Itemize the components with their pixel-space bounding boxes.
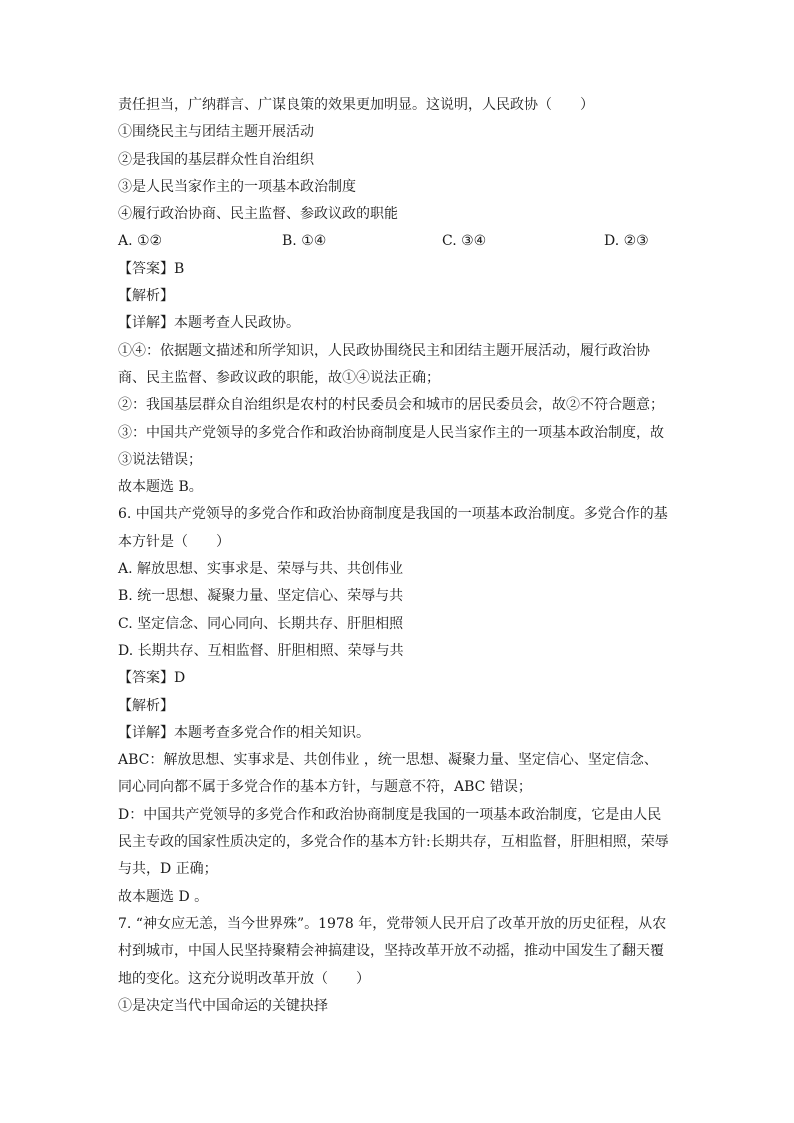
q6-explanation-line: D：中国共产党领导的多党合作和政治协商制度是我国的一项基本政治制度，它是由人民	[118, 806, 662, 823]
q5-analysis-tag: 【解析】	[118, 288, 174, 305]
q5-explanation-line: ②：我国基层群众自治组织是农村的村民委员会和城市的居民委员会，故②不符合题意；	[118, 397, 664, 414]
q5-explanation-line: ③：中国共产党领导的多党合作和政治协商制度是人民当家作主的一项基本政治制度，故	[118, 424, 664, 441]
q5-item-2: ②是我国的基层群众性自治组织	[118, 151, 314, 168]
q6-analysis-tag: 【解析】	[118, 697, 174, 714]
q5-item-4: ④履行政治协商、民主监督、参政议政的职能	[118, 206, 398, 223]
q5-choice-a: A. ①②	[118, 233, 163, 250]
q7-stem-line: 地的变化。这充分说明改革开放（ ）	[118, 970, 370, 987]
q5-answer-label: 【答案】	[118, 260, 174, 277]
q6-answer-value: D	[174, 670, 186, 687]
q5-stem-tail: 责任担当，广纳群言、广谋良策的效果更加明显。这说明，人民政协（ ）	[118, 97, 594, 113]
q5-explanation-line: ①④：依据题文描述和所学知识，人民政协围绕民主和团结主题开展活动，履行政治协	[118, 342, 650, 359]
q6-option-b: B. 统一思想、凝聚力量、坚定信心、荣辱与共	[118, 588, 404, 605]
q5-explanation-line: 商、民主监督、参政议政的职能，故①④说法正确；	[118, 369, 440, 386]
q6-detail-intro: 本题考查多党合作的相关知识。	[174, 724, 370, 741]
q6-explanation-line: 民主专政的国家性质决定的，多党合作的基本方针:长期共存，互相监督，肝胆相照，荣辱	[118, 834, 669, 851]
q5-explanation-line: ③说法错误；	[118, 451, 202, 468]
q5-choice-b: B. ①④	[282, 233, 327, 250]
q6-answer	[118, 665, 678, 692]
q6-stem-line: 本方针是（ ）	[118, 533, 230, 550]
q6-option-a: A. 解放思想、实事求是、荣辱与共、共创伟业	[118, 561, 404, 578]
q6-explanation-line: 与共，D 正确；	[118, 861, 218, 878]
q6-detail-label: 【详解】	[118, 724, 174, 741]
q5-detail	[118, 310, 678, 337]
q6-answer-label: 【答案】	[118, 670, 174, 687]
q5-answer-value: B	[174, 260, 185, 277]
q5-item-1: ①围绕民主与团结主题开展活动	[118, 124, 314, 141]
q5-analysis-label	[118, 283, 678, 310]
q6-option-c: C. 坚定信念、同心同向、长期共存、肝胆相照	[118, 615, 404, 632]
document-page	[118, 92, 678, 1020]
q5-detail-label: 【详解】	[118, 315, 174, 332]
q5-choice-c: C. ③④	[442, 233, 487, 250]
q6-option-d: D. 长期共存、互相监督、肝胆相照、荣辱与共	[118, 642, 404, 659]
q5-conclusion: 故本题选 B。	[118, 479, 203, 496]
q6-detail	[118, 720, 678, 747]
q6-conclusion: 故本题选 D 。	[118, 888, 209, 905]
q7-stem-line: 7. “神女应无恙，当今世界殊”。1978 年，党带领人民开启了改革开放的历史征程，从农	[118, 915, 667, 932]
q7-stem-line: 村到城市，中国人民坚持聚精会神搞建设，坚持改革开放不动摇，推动中国发生了翻天覆	[118, 943, 664, 960]
q6-explanation-line: ABC：解放思想、实事求是、共创伟业 ，统一思想、凝聚力量、坚定信心、坚定信念、	[118, 752, 658, 769]
q5-item-3: ③是人民当家作主的一项基本政治制度	[118, 178, 356, 195]
q5-choices	[118, 228, 678, 255]
q6-explanation-line: 同心同向都不属于多党合作的基本方针，与题意不符，ABC 错误；	[118, 779, 532, 796]
q5-answer	[118, 256, 678, 283]
q6-analysis-label	[118, 693, 678, 720]
q6-stem-line: 6. 中国共产党领导的多党合作和政治协商制度是我国的一项基本政治制度。多党合作的基	[118, 506, 668, 523]
q5-detail-intro: 本题考查人民政协。	[174, 315, 300, 332]
q5-choice-d: D. ②③	[604, 233, 649, 250]
q7-item-1: ①是决定当代中国命运的关键抉择	[118, 997, 328, 1014]
